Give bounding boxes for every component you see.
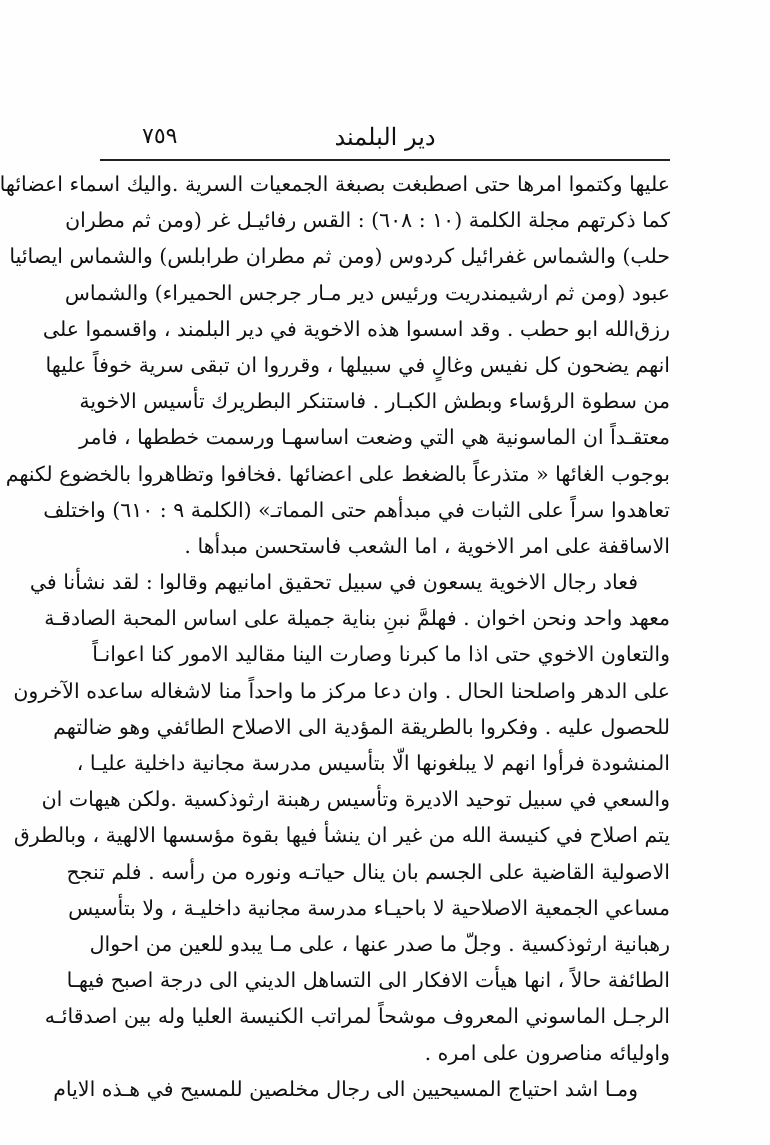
text-line: انهم يضحون كل نفيس وغالٍ في سبيلها ، وقرروا ان تبقى سرية خوفاً عليها <box>45 352 670 377</box>
text-line: بوجوب الغائها « متذرعاً بالضغط على اعضائها .فخافوا وتظاهروا بالخضوع لكنهم <box>5 461 670 486</box>
text-line: الاصولية القاضية على الجسم بان ينال حياتـه ونوره من رأسه . فلم تنجح <box>66 859 670 884</box>
paragraph-end-line: واوليائه مناصرون على امره . <box>424 1040 670 1065</box>
text-line: يتم اصلاح في كنيسة الله من غير ان ينشأ فيها بقوة مؤسسها الالهية ، وبالطرق <box>13 823 670 848</box>
running-title: دير البلمند <box>334 123 436 151</box>
text-line: من سطوة الرؤساء وبطش الكبـار . فاستنكر البطريرك تأسيس الاخوية <box>79 389 670 414</box>
text-line: المنشودة فرأوا انهم لا يبلغونها الّا بتأسيس مدرسة مجانية داخلية عليـا ، <box>76 751 670 775</box>
text-line: رهبانية ارثوذكسية . وجلّ ما صدر عنها ، على مـا يبدو للعين من احوال <box>89 931 670 956</box>
text-line: رزق‌الله ابو حطب . وقد اسسوا هذه الاخوية في دير البلمند ، واقسموا على <box>42 316 670 341</box>
header-rule <box>100 159 670 161</box>
page-number: ٧٥٩ <box>142 124 178 149</box>
paragraph-start-line: ومـا اشد احتياج المسيحيين الى رجال مخلصين للمسيح في هـذه الايام <box>53 1076 638 1101</box>
paragraph-start-line: فعاد رجال الاخوية يسعون في سبيل تحقيق امانيهم وقالوا : لقد نشأنا في <box>29 570 638 595</box>
text-line: للحصول عليه . وفكروا بالطريقة المؤدية الى الاصلاح الطائفي وهو ضالتهم <box>53 714 670 739</box>
text-line: معهد واحد ونحن اخوان . فهلمَّ نبنِ بناية جميلة على اساس المحبة الصادقـة <box>44 606 670 631</box>
text-line: مساعي الجمعية الاصلاحية لا باحيـاء مدرسة مجانية داخليـة ، ولا بتأسيس <box>68 895 670 920</box>
text-line: حلب) والشماس غفرائيل كردوس (ومن ثم مطران طرابلس) والشماس ايصائيا <box>9 244 670 269</box>
text-line: على الدهر واصلحنا الحال . وان دعا مركز ما واحداً منا لاشغاله ساعده الآخرون <box>13 678 670 703</box>
text-line: عبود (ومن ثم ارشيمندريت ورئيس دير مـار جرجس الحميراء) والشماس <box>64 280 670 305</box>
text-line: الرجـل الماسوني المعروف موشحاً لمراتب الكنيسة العليا وله بين اصدقائـه <box>44 1004 670 1029</box>
text-line: الطائفة حالاً ، انها هيأت الافكار الى التساهل الديني الى درجة اصبح فيهـا <box>66 968 670 993</box>
text-line: معتقـداً ان الماسونية هي التي وضعت اساسهـا ورسمت خططها ، فامر <box>79 425 670 450</box>
text-line: كما ذكرتهم مجلة الكلمة (١٠ : ٦٠٨) : القس رفائيـل غر (ومن ثم مطران <box>65 208 670 233</box>
text-line: والسعي في سبيل توحيد الاديرة وتأسيس رهبنة ارثوذكسية .ولكن هيهات ان <box>41 787 670 812</box>
page-header <box>100 118 670 158</box>
text-line: عليها وكتموا امرها حتى اصطبغت بصبغة الجمعيات السرية .واليك اسماء اعضائها <box>0 172 670 196</box>
text-line: تعاهدوا سراً على الثبات في مبدأهم حتى المماتـ» (الكلمة ٩ : ٦١٠) واختلف <box>43 497 670 522</box>
text-line: والتعاون الاخوي حتى اذا ما كبرنا وصارت الينا مقاليد الامور كنا اعوانـاً <box>92 642 670 667</box>
body-text <box>0 166 670 1107</box>
paragraph-end-line: الاساقفة على امر الاخوية ، اما الشعب فاستحسن مبدأها . <box>184 533 670 558</box>
